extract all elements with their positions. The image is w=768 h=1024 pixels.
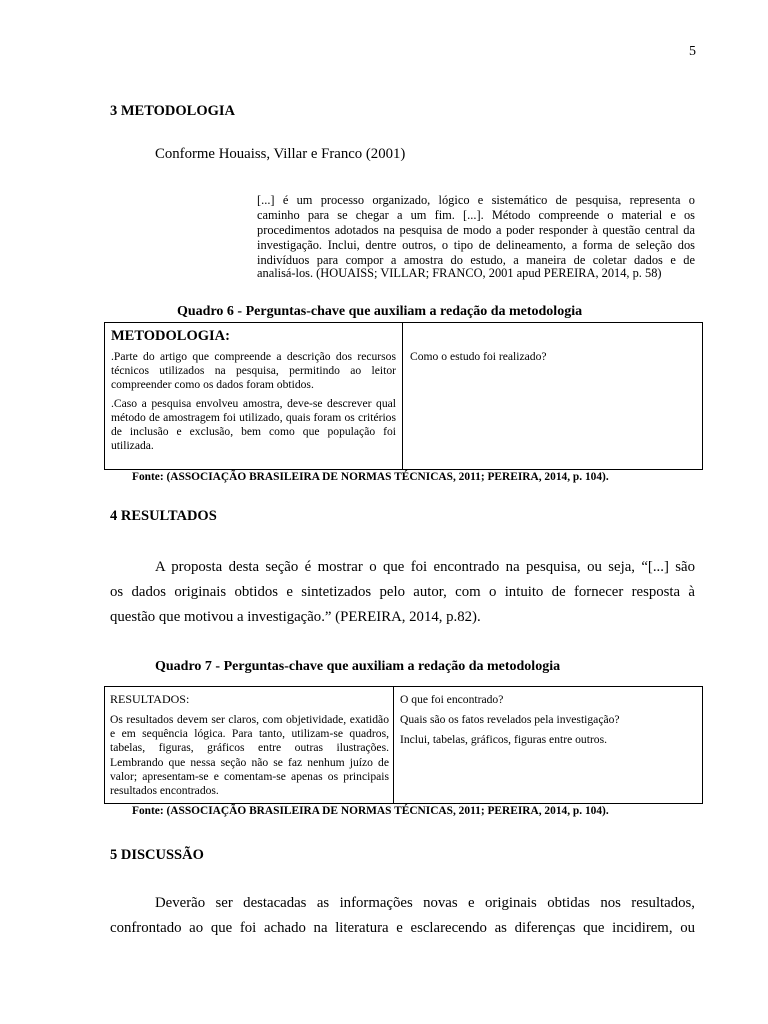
quote-line: caminho para se chegar a um fim. [...]. Método compreende o material e os — [257, 208, 695, 222]
quadro6-right-cell: Como o estudo foi realizado? — [410, 350, 547, 363]
quote-line: [...] é um processo organizado, lógico e sistemático de pesquisa, representa o — [257, 193, 695, 207]
quadro6-left-cell — [111, 328, 396, 453]
quadro7-table — [104, 686, 703, 804]
quadro7-source: Fonte: (ASSOCIAÇÃO BRASILEIRA DE NORMAS TÉCNICAS, 2011; PEREIRA, 2014, p. 104). — [132, 805, 609, 817]
cell-paragraph: .Parte do artigo que compreende a descrição dos recursos técnicos utilizados na pesquisa, permitindo ao leitor compreender como os dados foram obtidos. — [111, 350, 396, 392]
quadro7-left-title: RESULTADOS: — [110, 692, 190, 706]
intro-paragraph: Conforme Houaiss, Villar e Franco (2001) — [155, 146, 406, 162]
quadro7-right-cell — [400, 693, 695, 748]
section-heading-resultados: 4 RESULTADOS — [110, 508, 217, 524]
quadro6-caption: Quadro 6 - Perguntas-chave que auxiliam a redação da metodologia — [177, 304, 583, 319]
body-line: Deverão ser destacadas as informações novas e originais obtidas nos resultados, — [155, 895, 695, 911]
cell-item: Inclui, tabelas, gráficos, figuras entre outros. — [400, 733, 608, 747]
quote-line: investigação. Inclui, dentre outros, o tipo de delineamento, a forma de seleção dos — [257, 238, 695, 252]
cell-item: Quais são os fatos revelados pela investigação? — [400, 713, 620, 727]
cell-item: O que foi encontrado? — [400, 693, 504, 706]
body-line: A proposta desta seção é mostrar o que foi encontrado na pesquisa, ou seja, “[...] são — [155, 559, 695, 575]
quadro7-left-text — [110, 713, 389, 798]
quote-line: procedimentos adotados na pesquisa de modo a poder responder à questão central da — [257, 223, 695, 237]
quote-line: indivíduos para compor a amostra do estudo, a maneira de coletar dados e de — [257, 253, 695, 267]
cell-paragraph: .Caso a pesquisa envolveu amostra, deve-se descrever qual método de amostragem foi utilizado, quais foram os critérios de inclusão e exclusão, bem como que população foi utilizada. — [111, 396, 396, 453]
body-line: os dados originais obtidos e sintetizados pelo autor, com o intuito de fornecer resposta à — [110, 584, 695, 600]
quadro6-table — [104, 322, 703, 470]
quadro7-caption: Quadro 7 - Perguntas-chave que auxiliam a redação da metodologia — [155, 659, 561, 674]
table-divider — [402, 323, 403, 469]
table-divider — [393, 687, 394, 803]
section-heading-metodologia: 3 METODOLOGIA — [110, 103, 236, 119]
quadro6-source: Fonte: (ASSOCIAÇÃO BRASILEIRA DE NORMAS TÉCNICAS, 2011; PEREIRA, 2014, p. 104). — [132, 471, 609, 483]
cell-paragraph: Os resultados devem ser claros, com objetividade, exatidão e em sequência lógica. Para tanto, utilizam-se quadros, tabelas, figuras, gráficos entre outras ilustrações. Lembrando que nessa seção não se faz nenhum juízo de valor; apresentam-se e comentam-se apenas os principais resultados encontrados. — [110, 713, 389, 798]
quadro6-left-title: METODOLOGIA: — [111, 328, 230, 344]
quadro7-left-cell — [110, 692, 389, 798]
quote-line: analisá-los. (HOUAISS; VILLAR; FRANCO, 2001 apud PEREIRA, 2014, p. 58) — [257, 266, 662, 280]
body-line: confrontado ao que foi achado na literatura e esclarecendo as diferenças que incidirem, ou — [110, 920, 695, 936]
page-number: 5 — [689, 44, 696, 59]
quadro6-left-text — [111, 350, 396, 453]
section-heading-discussao: 5 DISCUSSÃO — [110, 847, 204, 863]
body-line: questão que motivou a investigação.” (PEREIRA, 2014, p.82). — [110, 609, 481, 625]
